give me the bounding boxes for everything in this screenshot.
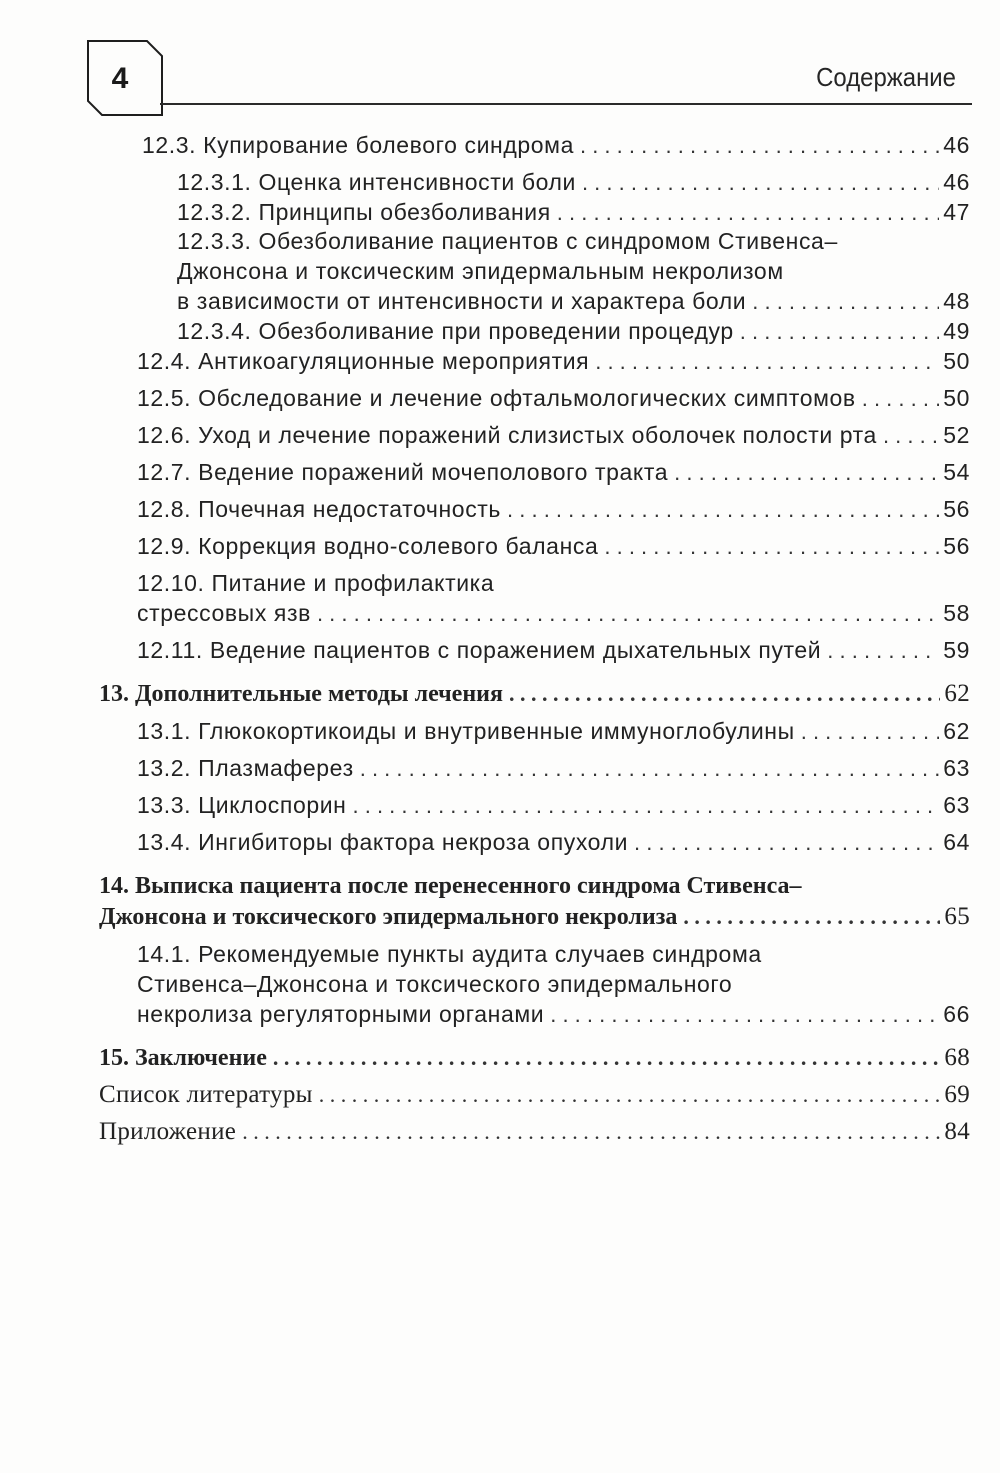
toc-entry[interactable] xyxy=(177,286,970,317)
toc-leader xyxy=(752,287,939,317)
toc-leader xyxy=(353,791,940,821)
toc-entry-line: Стивенса–Джонсона и токсического эпидермального xyxy=(137,971,733,997)
toc-leader xyxy=(595,347,939,377)
page-number-badge xyxy=(87,40,163,116)
page-number: 4 xyxy=(111,62,129,95)
toc-leader xyxy=(242,1117,940,1147)
toc-entry[interactable] xyxy=(137,999,970,1030)
toc-entry[interactable] xyxy=(137,383,970,414)
toc-leader xyxy=(273,1043,941,1073)
toc-entry-title: 13.2. Плазмаферез xyxy=(137,755,354,781)
toc-entry-title: в зависимости от интенсивности и характера боли xyxy=(177,288,747,314)
running-title: Содержание xyxy=(816,62,956,92)
toc-leader xyxy=(862,384,939,414)
toc-entry-title: стрессовых язв xyxy=(137,600,311,626)
toc-entry-title: Джонсона и токсического эпидермального некролиза xyxy=(99,904,678,930)
toc-entry[interactable] xyxy=(142,130,970,161)
toc-entry[interactable] xyxy=(137,420,970,451)
toc-entry[interactable] xyxy=(137,457,970,488)
toc-page-number: 50 xyxy=(943,348,970,374)
toc-leader xyxy=(801,717,939,747)
toc-leader xyxy=(604,532,939,562)
toc-page-number: 62 xyxy=(943,718,970,744)
toc-entry[interactable] xyxy=(137,346,970,377)
toc-entry-title: 12.6. Уход и лечение поражений слизистых оболочек полости рта xyxy=(137,422,877,448)
toc-page-number: 58 xyxy=(943,600,970,626)
toc-page-number: 66 xyxy=(943,1001,970,1027)
page-header xyxy=(0,0,1000,110)
toc-page-number: 63 xyxy=(943,792,970,818)
toc-page-number: 46 xyxy=(943,169,970,195)
toc-chapter-entry[interactable] xyxy=(99,1043,970,1073)
toc-entry[interactable] xyxy=(137,598,970,629)
toc-chapter-entry[interactable] xyxy=(99,902,970,932)
toc-entry-line: 12.3.3. Обезболивание пациентов с синдромом Стивенса– xyxy=(177,228,838,254)
toc-entry[interactable] xyxy=(137,790,970,821)
toc-entry-title: 12.3. Купирование болевого синдрома xyxy=(142,132,574,158)
toc-entry-title: 13. Дополнительные методы лечения xyxy=(99,681,503,707)
toc-entry[interactable] xyxy=(99,1117,970,1147)
toc-page-number: 65 xyxy=(944,903,970,930)
toc-entry[interactable] xyxy=(137,753,970,784)
header-rule xyxy=(160,103,972,105)
toc-entry-title: Приложение xyxy=(99,1118,237,1145)
toc-leader xyxy=(550,1000,939,1030)
toc-page-number: 56 xyxy=(943,533,970,559)
toc-entry-title: 12.11. Ведение пациентов с поражением дыхательных путей xyxy=(137,637,822,663)
toc-leader xyxy=(319,1080,941,1110)
toc-entry-title: Список литературы xyxy=(99,1081,313,1108)
toc-entry[interactable] xyxy=(177,167,970,198)
toc-page-number: 62 xyxy=(944,680,970,707)
toc-leader xyxy=(827,636,939,666)
toc-leader xyxy=(582,168,939,198)
toc-page-number: 63 xyxy=(943,755,970,781)
toc-entry-title: 12.9. Коррекция водно-солевого баланса xyxy=(137,533,599,559)
toc-page-number: 64 xyxy=(943,829,970,855)
toc-chapter-entry[interactable] xyxy=(99,679,970,709)
toc-leader xyxy=(360,754,939,784)
toc-entry-title: 13.4. Ингибиторы фактора некроза опухоли xyxy=(137,829,629,855)
toc-page-number: 69 xyxy=(944,1081,970,1108)
toc-leader xyxy=(883,421,939,451)
toc-leader xyxy=(740,317,939,347)
toc-page-number: 54 xyxy=(943,459,970,485)
toc-leader xyxy=(509,679,940,709)
toc-page-number: 48 xyxy=(943,288,970,314)
toc-entry-line: 14.1. Рекомендуемые пункты аудита случаев синдрома xyxy=(137,941,762,967)
toc-entry-title: 15. Заключение xyxy=(99,1045,267,1071)
toc-entry[interactable] xyxy=(137,531,970,562)
toc-entry-title: 12.8. Почечная недостаточность xyxy=(137,496,502,522)
toc-entry[interactable] xyxy=(177,197,970,228)
toc-entry[interactable] xyxy=(137,827,970,858)
toc-leader xyxy=(674,458,939,488)
toc-page-number: 68 xyxy=(944,1044,970,1071)
toc-leader xyxy=(580,131,939,161)
toc-entry-title: 12.7. Ведение поражений мочеполового тракта xyxy=(137,459,669,485)
toc-entry-title: 12.4. Антикоагуляционные мероприятия xyxy=(137,348,590,374)
toc-page-number: 56 xyxy=(943,496,970,522)
toc-entry-title: 12.3.1. Оценка интенсивности боли xyxy=(177,169,576,195)
toc-page-number: 59 xyxy=(943,637,970,663)
toc-leader xyxy=(634,828,939,858)
toc-leader xyxy=(683,902,940,932)
toc-entry-line: Джонсона и токсическим эпидермальным некролизом xyxy=(177,258,784,284)
toc-leader xyxy=(507,495,939,525)
toc-page-number: 84 xyxy=(944,1118,970,1145)
toc-entry[interactable] xyxy=(177,316,970,347)
toc-page-number: 46 xyxy=(943,132,970,158)
toc-page-number: 47 xyxy=(943,199,970,225)
toc-entry-title: некролиза регуляторными органами xyxy=(137,1001,545,1027)
toc-entry-line: 12.10. Питание и профилактика xyxy=(137,570,495,596)
toc-entry[interactable] xyxy=(137,716,970,747)
toc-leader xyxy=(317,599,939,629)
toc-entry[interactable] xyxy=(99,1080,970,1110)
toc-entry-title: 13.1. Глюкокортикоиды и внутривенные иммуноглобулины xyxy=(137,718,795,744)
toc-page-number: 50 xyxy=(943,385,970,411)
toc-entry-title: 12.3.4. Обезболивание при проведении процедур xyxy=(177,318,734,344)
toc-entry[interactable] xyxy=(137,494,970,525)
toc-leader xyxy=(557,198,939,228)
toc-page-number: 52 xyxy=(943,422,970,448)
toc-chapter-line: 14. Выписка пациента после перенесенного синдрома Стивенса– xyxy=(99,873,802,899)
toc-page-number: 49 xyxy=(943,318,970,344)
toc-entry-title: 12.5. Обследование и лечение офтальмологических симптомов xyxy=(137,385,856,411)
toc-entry-title: 13.3. Циклоспорин xyxy=(137,792,347,818)
toc-entry-title: 12.3.2. Принципы обезболивания xyxy=(177,199,551,225)
toc-entry[interactable] xyxy=(137,635,970,666)
